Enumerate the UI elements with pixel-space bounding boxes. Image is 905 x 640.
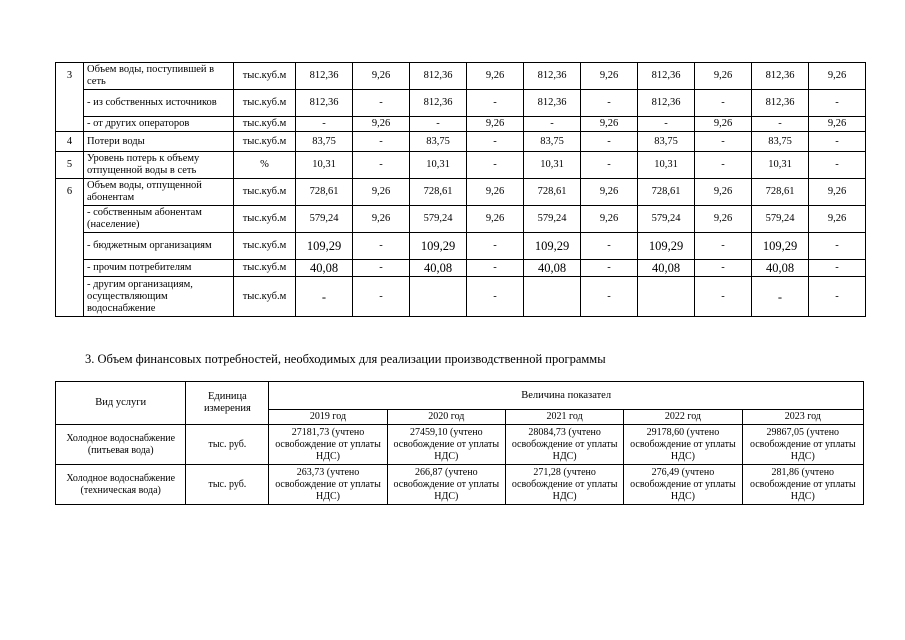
value-cell: - <box>296 277 353 317</box>
value-cell: - <box>353 132 410 152</box>
service-name: Холодное водоснабжение (питьевая вода) <box>56 425 186 465</box>
value-cell: 83,75 <box>524 132 581 152</box>
value-cell: - <box>809 277 866 317</box>
value-cell: - <box>752 277 809 317</box>
value-cell: 263,73 (учтено освобождение от уплаты НДС) <box>269 465 387 505</box>
value-cell: 83,75 <box>752 132 809 152</box>
value-cell: - <box>581 260 638 277</box>
value-cell: 812,36 <box>752 90 809 117</box>
value-cell <box>638 277 695 317</box>
row-name: - собственным абонентам (население) <box>84 206 234 233</box>
value-cell: - <box>581 277 638 317</box>
value-cell: 9,26 <box>353 179 410 206</box>
value-cell: - <box>353 260 410 277</box>
row-number <box>56 260 84 277</box>
value-cell: 10,31 <box>296 152 353 179</box>
value-cell: - <box>296 117 353 132</box>
row-unit: тыс.куб.м <box>234 90 296 117</box>
value-cell: 29178,60 (учтено освобождение от уплаты НДС) <box>624 425 742 465</box>
financial-needs-table <box>55 381 864 505</box>
value-cell: 28084,73 (учтено освобождение от уплаты НДС) <box>505 425 623 465</box>
value-cell: 812,36 <box>638 63 695 90</box>
table-row <box>56 132 866 152</box>
value-cell: 109,29 <box>752 233 809 260</box>
value-cell: 9,26 <box>353 206 410 233</box>
value-cell <box>524 277 581 317</box>
table-row <box>56 233 866 260</box>
production-program-table <box>55 62 866 317</box>
value-cell: 9,26 <box>353 63 410 90</box>
row-unit: тыс.куб.м <box>234 260 296 277</box>
value-cell: - <box>752 117 809 132</box>
value-cell: - <box>353 152 410 179</box>
value-cell: 83,75 <box>638 132 695 152</box>
table-row <box>56 206 866 233</box>
value-cell: 29867,05 (учтено освобождение от уплаты НДС) <box>742 425 863 465</box>
value-cell: 9,26 <box>695 63 752 90</box>
value-cell: 812,36 <box>752 63 809 90</box>
value-cell: - <box>581 233 638 260</box>
service-name: Холодное водоснабжение (техническая вода) <box>56 465 186 505</box>
value-cell: - <box>809 132 866 152</box>
value-cell: - <box>695 132 752 152</box>
value-cell: 579,24 <box>296 206 353 233</box>
row-name: Потери воды <box>84 132 234 152</box>
value-cell: 40,08 <box>752 260 809 277</box>
value-cell: 9,26 <box>467 179 524 206</box>
financial-table-body <box>56 425 864 505</box>
value-cell: 109,29 <box>410 233 467 260</box>
value-cell: - <box>581 152 638 179</box>
header-year: 2023 год <box>742 410 863 425</box>
value-cell: 27459,10 (учтено освобождение от уплаты НДС) <box>387 425 505 465</box>
production-program-table-body <box>56 63 866 317</box>
table-row <box>56 117 866 132</box>
header-year: 2019 год <box>269 410 387 425</box>
row-unit: тыс.куб.м <box>234 179 296 206</box>
financial-table-header-row <box>56 382 864 410</box>
value-cell: 9,26 <box>467 206 524 233</box>
row-name: Уровень потерь к объему отпущенной воды в сеть <box>84 152 234 179</box>
value-cell: 9,26 <box>581 117 638 132</box>
row-name: - другим организациям, осуществляющим водоснабжение <box>84 277 234 317</box>
value-cell: 109,29 <box>524 233 581 260</box>
value-cell: 271,28 (учтено освобождение от уплаты НДС) <box>505 465 623 505</box>
value-cell: 40,08 <box>296 260 353 277</box>
table-row <box>56 63 866 90</box>
value-cell: 728,61 <box>296 179 353 206</box>
row-unit: тыс.куб.м <box>234 117 296 132</box>
header-year: 2022 год <box>624 410 742 425</box>
value-cell: 9,26 <box>467 117 524 132</box>
row-number: 3 <box>56 63 84 90</box>
table-row <box>56 465 864 505</box>
value-cell: - <box>695 152 752 179</box>
value-cell: 9,26 <box>695 117 752 132</box>
section-heading: 3. Объем финансовых потребностей, необходимых для реализации производственной программы <box>85 352 606 366</box>
value-cell: 83,75 <box>296 132 353 152</box>
row-name: - от других операторов <box>84 117 234 132</box>
value-cell: 266,87 (учтено освобождение от уплаты НДС) <box>387 465 505 505</box>
row-unit: тыс.куб.м <box>234 277 296 317</box>
value-cell: 40,08 <box>410 260 467 277</box>
row-number: 6 <box>56 179 84 206</box>
table-row <box>56 260 866 277</box>
table-row <box>56 152 866 179</box>
row-name: Объем воды, отпущенной абонентам <box>84 179 234 206</box>
value-cell: - <box>809 152 866 179</box>
value-cell: 579,24 <box>638 206 695 233</box>
value-cell: 9,26 <box>581 63 638 90</box>
table-row <box>56 277 866 317</box>
value-cell: 40,08 <box>524 260 581 277</box>
row-number <box>56 277 84 317</box>
row-number <box>56 233 84 260</box>
row-name: - прочим потребителям <box>84 260 234 277</box>
value-cell: 812,36 <box>638 90 695 117</box>
table-row <box>56 90 866 117</box>
value-cell: - <box>467 277 524 317</box>
table-row <box>56 425 864 465</box>
value-cell: - <box>809 90 866 117</box>
value-cell: 10,31 <box>524 152 581 179</box>
value-cell: - <box>695 233 752 260</box>
service-unit: тыс. руб. <box>186 425 269 465</box>
value-cell: 9,26 <box>581 206 638 233</box>
value-cell: - <box>353 90 410 117</box>
table-row <box>56 179 866 206</box>
value-cell: 579,24 <box>410 206 467 233</box>
value-cell: - <box>695 260 752 277</box>
row-unit: тыс.куб.м <box>234 132 296 152</box>
value-cell: - <box>467 260 524 277</box>
value-cell: 9,26 <box>809 179 866 206</box>
row-name: - из собственных источников <box>84 90 234 117</box>
value-cell <box>410 277 467 317</box>
value-cell: 579,24 <box>524 206 581 233</box>
value-cell: - <box>467 233 524 260</box>
value-cell: 9,26 <box>695 206 752 233</box>
row-number <box>56 90 84 117</box>
value-cell: - <box>467 132 524 152</box>
value-cell: 276,49 (учтено освобождение от уплаты НДС) <box>624 465 742 505</box>
value-cell: 9,26 <box>809 117 866 132</box>
value-cell: 728,61 <box>638 179 695 206</box>
value-cell: 10,31 <box>410 152 467 179</box>
row-name: Объем воды, поступившей в сеть <box>84 63 234 90</box>
value-cell: 812,36 <box>296 90 353 117</box>
service-unit: тыс. руб. <box>186 465 269 505</box>
value-cell: - <box>638 117 695 132</box>
value-cell: - <box>410 117 467 132</box>
value-cell: 83,75 <box>410 132 467 152</box>
value-cell: - <box>809 233 866 260</box>
value-cell: 579,24 <box>752 206 809 233</box>
value-cell: 9,26 <box>581 179 638 206</box>
value-cell: - <box>353 233 410 260</box>
value-cell: - <box>695 277 752 317</box>
value-cell: - <box>353 277 410 317</box>
value-cell: 109,29 <box>638 233 695 260</box>
row-unit: тыс.куб.м <box>234 63 296 90</box>
row-unit: тыс.куб.м <box>234 206 296 233</box>
value-cell: 40,08 <box>638 260 695 277</box>
value-cell: 10,31 <box>638 152 695 179</box>
row-name: - бюджетным организациям <box>84 233 234 260</box>
value-cell: - <box>467 90 524 117</box>
value-cell: 812,36 <box>524 63 581 90</box>
row-number: 5 <box>56 152 84 179</box>
value-cell: 728,61 <box>752 179 809 206</box>
value-cell: - <box>581 132 638 152</box>
value-cell: - <box>467 152 524 179</box>
value-cell: 9,26 <box>353 117 410 132</box>
value-cell: - <box>809 260 866 277</box>
value-cell: 728,61 <box>524 179 581 206</box>
value-cell: 9,26 <box>809 206 866 233</box>
row-number <box>56 117 84 132</box>
row-unit: % <box>234 152 296 179</box>
value-cell: 812,36 <box>524 90 581 117</box>
value-cell: 27181,73 (учтено освобождение от уплаты НДС) <box>269 425 387 465</box>
value-cell: 728,61 <box>410 179 467 206</box>
row-unit: тыс.куб.м <box>234 233 296 260</box>
value-cell: 281,86 (учтено освобождение от уплаты НДС) <box>742 465 863 505</box>
header-service: Вид услуги <box>56 382 186 425</box>
header-value: Величина показател <box>269 382 864 410</box>
header-year: 2021 год <box>505 410 623 425</box>
value-cell: 9,26 <box>467 63 524 90</box>
row-number <box>56 206 84 233</box>
value-cell: 10,31 <box>752 152 809 179</box>
value-cell: 812,36 <box>410 63 467 90</box>
value-cell: 812,36 <box>296 63 353 90</box>
header-unit: Единица измерения <box>186 382 269 425</box>
value-cell: - <box>581 90 638 117</box>
value-cell: 9,26 <box>695 179 752 206</box>
value-cell: 812,36 <box>410 90 467 117</box>
row-number: 4 <box>56 132 84 152</box>
value-cell: - <box>524 117 581 132</box>
header-year: 2020 год <box>387 410 505 425</box>
value-cell: 109,29 <box>296 233 353 260</box>
value-cell: 9,26 <box>809 63 866 90</box>
value-cell: - <box>695 90 752 117</box>
